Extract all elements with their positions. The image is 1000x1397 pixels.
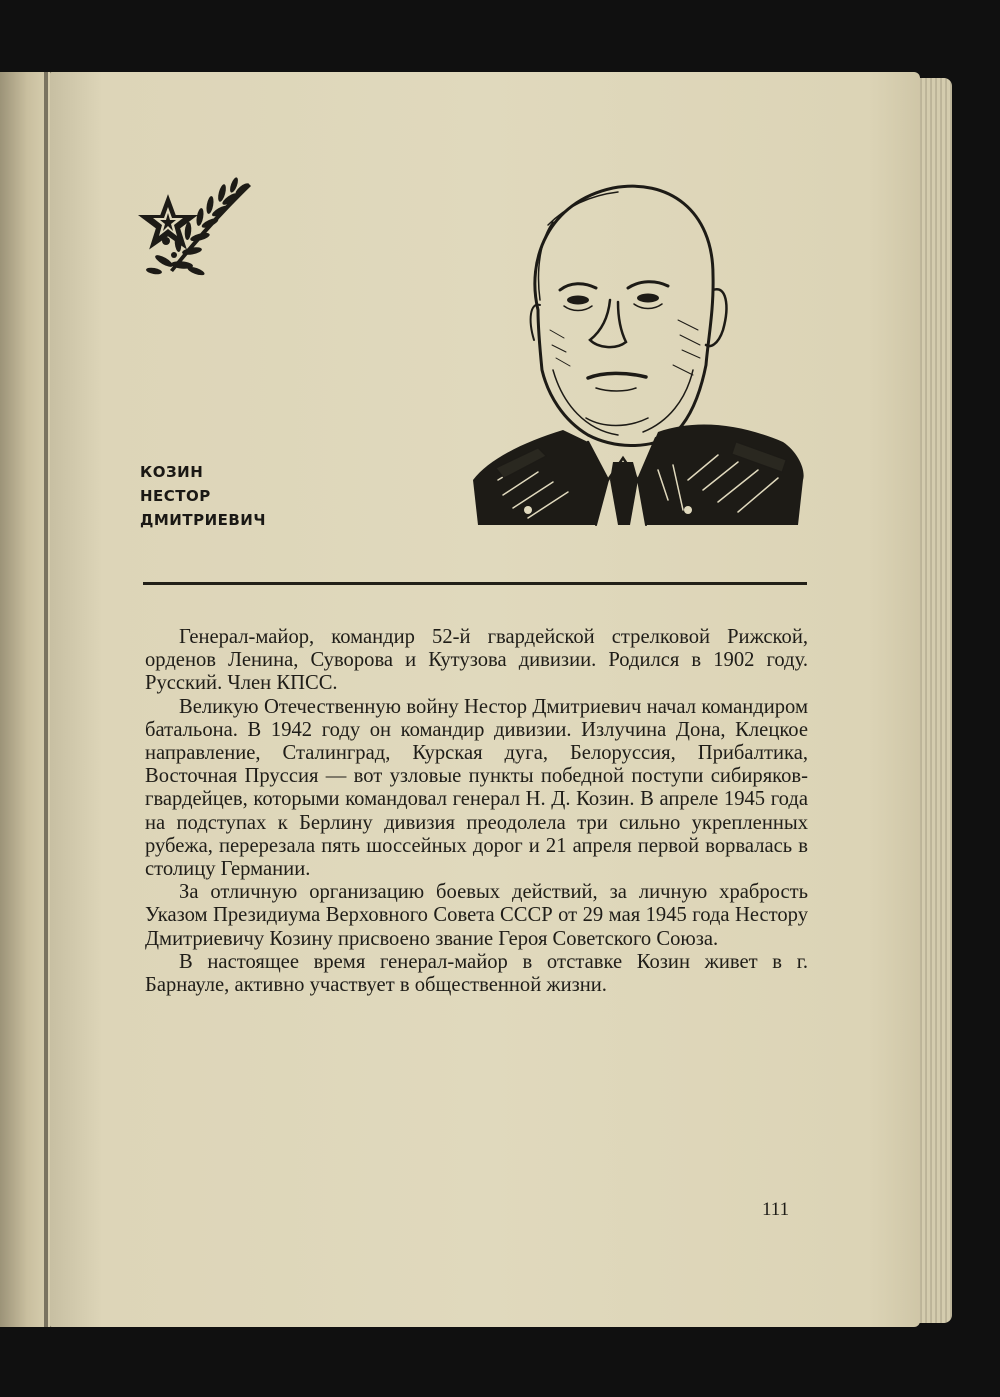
star-with-laurel-branch-icon: [130, 175, 255, 280]
hero-name: [140, 460, 266, 532]
bio-paragraph: В настоящее время генерал-майор в отставке Козин живет в г. Барнауле, активно участвует в общественной жизни.: [145, 950, 808, 997]
surname: КОЗИН: [140, 463, 204, 481]
patronymic: ДМИТРИЕВИЧ: [140, 511, 266, 529]
first-name: НЕСТОР: [140, 487, 211, 505]
page-number: 111: [762, 1199, 790, 1220]
book-gutter: [44, 72, 48, 1327]
bio-paragraph: Великую Отечественную войну Нестор Дмитриевич начал командиром батальона. В 1942 году он командир дивизии. Излучина Дона, Клецкое направление, Сталинград, Курская дуга, Белоруссия, Прибалтика, Восточная Пруссия — вот узловые пункты победной поступи сибиряков-гвардейцев, которыми командовал генерал Н. Д. Козин. В апреле 1945 года на подступах к Берлину дивизия преодолела три сильно укрепленных рубежа, перерезала пять шоссейных дорог и 21 апреля первой ворвалась в столицу Германии.: [145, 695, 808, 881]
bio-paragraph: За отличную организацию боевых действий, за личную храбрость Указом Президиума Верховного Совета СССР от 29 мая 1945 года Нестору Дмитриевичу Козину присвоено звание Героя Советского Союза.: [145, 881, 808, 950]
section-divider: [143, 582, 807, 585]
bio-paragraph: Генерал-майор, командир 52-й гвардейской стрелковой Рижской, орденов Ленина, Суворова и Кутузова дивизии. Родился в 1902 году. Русский. Член КПСС.: [145, 626, 808, 695]
portrait-sketch: [468, 180, 810, 526]
biography-text: [145, 626, 808, 997]
